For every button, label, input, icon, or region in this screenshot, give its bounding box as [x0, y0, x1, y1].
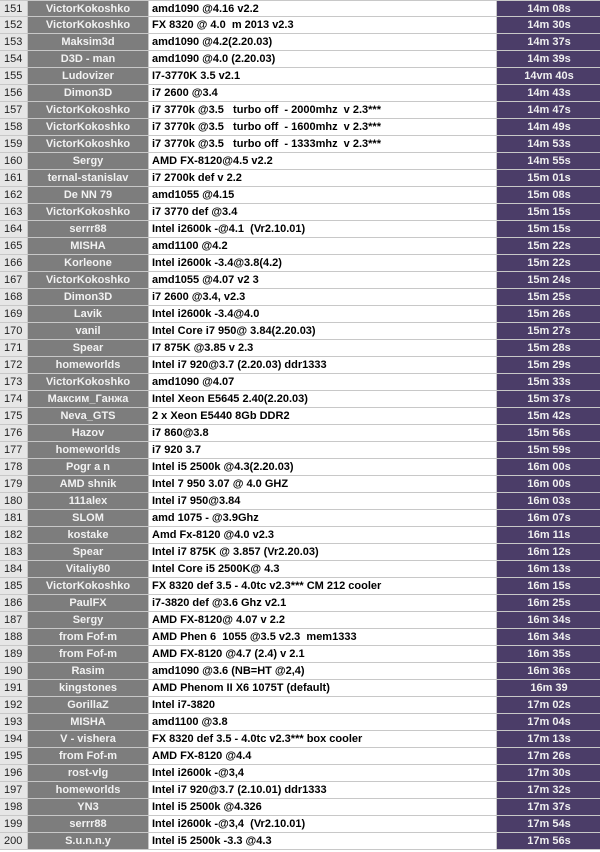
config-cell[interactable]: i7 3770 def @3.4 — [149, 204, 497, 220]
table-row — [0, 731, 600, 748]
render-time-cell[interactable]: 14m 37s — [497, 34, 600, 50]
user-name-cell[interactable]: YN3 — [28, 799, 149, 815]
render-time-cell[interactable]: 16m 12s — [497, 544, 600, 560]
render-time-cell[interactable]: 15m 26s — [497, 306, 600, 322]
row-number-cell[interactable]: 186 — [0, 595, 28, 611]
user-name-cell[interactable]: Spear — [28, 544, 149, 560]
table-row — [0, 68, 600, 85]
render-time-cell[interactable]: 15m 27s — [497, 323, 600, 339]
table-row — [0, 374, 600, 391]
config-cell[interactable]: i7 3770k @3.5 turbo off - 1600mhz v 2.3*** — [149, 119, 497, 135]
config-cell[interactable]: I7 875K @3.85 v 2.3 — [149, 340, 497, 356]
row-number-cell[interactable]: 189 — [0, 646, 28, 662]
config-cell[interactable]: FX 8320 def 3.5 - 4.0tc v2.3*** box cooler — [149, 731, 497, 747]
config-cell[interactable]: Intel Xeon E5645 2.40(2.20.03) — [149, 391, 497, 407]
table-row — [0, 561, 600, 578]
table-row — [0, 680, 600, 697]
config-cell[interactable]: i7 3770k @3.5 turbo off - 2000mhz v 2.3*** — [149, 102, 497, 118]
user-name-cell[interactable]: VictorKokoshko — [28, 17, 149, 33]
table-row — [0, 442, 600, 459]
table-row — [0, 340, 600, 357]
render-time-cell[interactable]: 14m 53s — [497, 136, 600, 152]
row-number-cell[interactable]: 165 — [0, 238, 28, 254]
table-row — [0, 612, 600, 629]
config-cell[interactable]: amd1055 @4.15 — [149, 187, 497, 203]
config-cell[interactable]: Intel i7 950@3.84 — [149, 493, 497, 509]
row-number-cell[interactable]: 193 — [0, 714, 28, 730]
row-number-cell[interactable]: 159 — [0, 136, 28, 152]
row-number-cell[interactable]: 192 — [0, 697, 28, 713]
config-cell[interactable]: Intel i2600k -3.4@4.0 — [149, 306, 497, 322]
user-name-cell[interactable]: MISHA — [28, 714, 149, 730]
row-number-cell[interactable]: 161 — [0, 170, 28, 186]
config-cell[interactable]: I7-3770K 3.5 v2.1 — [149, 68, 497, 84]
user-name-cell[interactable]: S.u.n.n.y — [28, 833, 149, 849]
user-name-cell[interactable]: GorillaZ — [28, 697, 149, 713]
row-number-cell[interactable]: 177 — [0, 442, 28, 458]
config-cell[interactable]: i7 2600 @3.4 — [149, 85, 497, 101]
user-name-cell[interactable]: AMD shnik — [28, 476, 149, 492]
table-row — [0, 748, 600, 765]
config-cell[interactable]: Amd Fx-8120 @4.0 v2.3 — [149, 527, 497, 543]
row-number-cell[interactable]: 164 — [0, 221, 28, 237]
config-cell[interactable]: amd1090 @4.2(2.20.03) — [149, 34, 497, 50]
config-cell[interactable]: Intel i7-3820 — [149, 697, 497, 713]
render-time-cell[interactable]: 14m 47s — [497, 102, 600, 118]
user-name-cell[interactable]: VictorKokoshko — [28, 102, 149, 118]
row-number-cell[interactable]: 191 — [0, 680, 28, 696]
row-number-cell[interactable]: 199 — [0, 816, 28, 832]
config-cell[interactable]: amd1090 @3.6 (NB=HT @2,4) — [149, 663, 497, 679]
config-cell[interactable]: amd1100 @4.2 — [149, 238, 497, 254]
user-name-cell[interactable]: Neva_GTS — [28, 408, 149, 424]
table-row — [0, 765, 600, 782]
row-number-cell[interactable]: 194 — [0, 731, 28, 747]
config-cell[interactable]: Intel Core i7 950@ 3.84(2.20.03) — [149, 323, 497, 339]
config-cell[interactable]: Intel i5 2500k @4.3(2.20.03) — [149, 459, 497, 475]
config-cell[interactable]: amd1055 @4.07 v2 3 — [149, 272, 497, 288]
table-row — [0, 0, 600, 17]
user-name-cell[interactable]: SLOM — [28, 510, 149, 526]
user-name-cell[interactable]: Spear — [28, 340, 149, 356]
user-name-cell[interactable]: Dimon3D — [28, 85, 149, 101]
user-name-cell[interactable]: homeworlds — [28, 442, 149, 458]
table-row — [0, 578, 600, 595]
render-time-cell[interactable]: 15m 01s — [497, 170, 600, 186]
user-name-cell[interactable]: from Fof-m — [28, 629, 149, 645]
user-name-cell[interactable]: serrr88 — [28, 221, 149, 237]
user-name-cell[interactable]: Sergy — [28, 153, 149, 169]
render-time-cell[interactable]: 16m 07s — [497, 510, 600, 526]
user-name-cell[interactable]: Rasim — [28, 663, 149, 679]
row-number-cell[interactable]: 200 — [0, 833, 28, 849]
row-number-cell[interactable]: 155 — [0, 68, 28, 84]
table-row — [0, 153, 600, 170]
table-row — [0, 289, 600, 306]
config-cell[interactable]: AMD FX-8120@ 4.07 v 2.2 — [149, 612, 497, 628]
user-name-cell[interactable]: kostake — [28, 527, 149, 543]
config-cell[interactable]: FX 8320 @ 4.0 m 2013 v2.3 — [149, 17, 497, 33]
render-time-cell[interactable]: 17m 30s — [497, 765, 600, 781]
config-cell[interactable]: Intel i2600k -@3,4 (Vr2.10.01) — [149, 816, 497, 832]
user-name-cell[interactable]: Vitaliy80 — [28, 561, 149, 577]
config-cell[interactable]: amd1100 @3.8 — [149, 714, 497, 730]
render-time-cell[interactable]: 14vm 40s — [497, 68, 600, 84]
table-row — [0, 476, 600, 493]
table-row — [0, 663, 600, 680]
row-number-cell[interactable]: 197 — [0, 782, 28, 798]
config-cell[interactable]: Intel i5 2500k -3.3 @4.3 — [149, 833, 497, 849]
render-time-cell[interactable]: 15m 15s — [497, 221, 600, 237]
render-time-cell[interactable]: 15m 42s — [497, 408, 600, 424]
config-cell[interactable]: Intel 7 950 3.07 @ 4.0 GHZ — [149, 476, 497, 492]
user-name-cell[interactable]: MISHA — [28, 238, 149, 254]
user-name-cell[interactable]: rost-vlg — [28, 765, 149, 781]
user-name-cell[interactable]: homeworlds — [28, 357, 149, 373]
render-time-cell[interactable]: 14m 39s — [497, 51, 600, 67]
table-row — [0, 255, 600, 272]
user-name-cell[interactable]: VictorKokoshko — [28, 578, 149, 594]
user-name-cell[interactable]: serrr88 — [28, 816, 149, 832]
config-cell[interactable]: Intel Core i5 2500K@ 4.3 — [149, 561, 497, 577]
row-number-cell[interactable]: 168 — [0, 289, 28, 305]
row-number-cell[interactable]: 156 — [0, 85, 28, 101]
row-number-cell[interactable]: 153 — [0, 34, 28, 50]
render-time-cell[interactable]: 16m 34s — [497, 612, 600, 628]
table-row — [0, 391, 600, 408]
table-row — [0, 306, 600, 323]
user-name-cell[interactable]: homeworlds — [28, 782, 149, 798]
row-number-cell[interactable]: 184 — [0, 561, 28, 577]
row-number-cell[interactable]: 187 — [0, 612, 28, 628]
render-time-cell[interactable]: 16m 39 — [497, 680, 600, 696]
render-time-cell[interactable]: 14m 49s — [497, 119, 600, 135]
config-cell[interactable]: AMD Phen 6 1055 @3.5 v2.3 mem1333 — [149, 629, 497, 645]
row-number-cell[interactable]: 185 — [0, 578, 28, 594]
table-row — [0, 17, 600, 34]
table-row — [0, 646, 600, 663]
render-time-cell[interactable]: 15m 25s — [497, 289, 600, 305]
render-time-cell[interactable]: 15m 22s — [497, 238, 600, 254]
render-time-cell[interactable]: 16m 34s — [497, 629, 600, 645]
table-row — [0, 85, 600, 102]
table-row — [0, 34, 600, 51]
row-number-cell[interactable]: 175 — [0, 408, 28, 424]
table-row — [0, 459, 600, 476]
row-number-cell[interactable]: 198 — [0, 799, 28, 815]
config-cell[interactable]: FX 8320 def 3.5 - 4.0tc v2.3*** CM 212 cooler — [149, 578, 497, 594]
user-name-cell[interactable]: ternal-stanislav — [28, 170, 149, 186]
render-time-cell[interactable]: 15m 56s — [497, 425, 600, 441]
render-time-cell[interactable]: 16m 03s — [497, 493, 600, 509]
table-row — [0, 816, 600, 833]
row-number-cell[interactable]: 166 — [0, 255, 28, 271]
render-time-cell[interactable]: 17m 32s — [497, 782, 600, 798]
user-name-cell[interactable]: VictorKokoshko — [28, 119, 149, 135]
config-cell[interactable]: 2 x Xeon E5440 8Gb DDR2 — [149, 408, 497, 424]
render-time-cell[interactable]: 16m 00s — [497, 459, 600, 475]
config-cell[interactable]: Intel i7 875K @ 3.857 (Vr2.20.03) — [149, 544, 497, 560]
table-row — [0, 204, 600, 221]
config-cell[interactable]: AMD FX-8120 @4.7 (2.4) v 2.1 — [149, 646, 497, 662]
render-time-cell[interactable]: 15m 37s — [497, 391, 600, 407]
config-cell[interactable]: i7 2600 @3.4, v2.3 — [149, 289, 497, 305]
render-time-cell[interactable]: 15m 24s — [497, 272, 600, 288]
user-name-cell[interactable]: VictorKokoshko — [28, 272, 149, 288]
render-time-cell[interactable]: 15m 33s — [497, 374, 600, 390]
config-cell[interactable]: AMD FX-8120@4.5 v2.2 — [149, 153, 497, 169]
table-row — [0, 238, 600, 255]
row-number-cell[interactable]: 178 — [0, 459, 28, 475]
render-time-cell[interactable]: 14m 43s — [497, 85, 600, 101]
row-number-cell[interactable]: 162 — [0, 187, 28, 203]
row-number-cell[interactable]: 152 — [0, 17, 28, 33]
config-cell[interactable]: amd1090 @4.07 — [149, 374, 497, 390]
user-name-cell[interactable]: Dimon3D — [28, 289, 149, 305]
user-name-cell[interactable]: Максим_Ганжа — [28, 391, 149, 407]
table-row — [0, 221, 600, 238]
user-name-cell[interactable]: 111alex — [28, 493, 149, 509]
config-cell[interactable]: i7 2700k def v 2.2 — [149, 170, 497, 186]
table-row — [0, 697, 600, 714]
render-time-cell[interactable]: 17m 56s — [497, 833, 600, 849]
row-number-cell[interactable]: 182 — [0, 527, 28, 543]
render-time-cell[interactable]: 16m 00s — [497, 476, 600, 492]
config-cell[interactable]: amd1090 @4.16 v2.2 — [149, 1, 497, 16]
config-cell[interactable]: Intel i7 920@3.7 (2.10.01) ddr1333 — [149, 782, 497, 798]
table-row — [0, 544, 600, 561]
row-number-cell[interactable]: 170 — [0, 323, 28, 339]
table-row — [0, 187, 600, 204]
table-row — [0, 51, 600, 68]
config-cell[interactable]: Intel i7 920@3.7 (2.20.03) ddr1333 — [149, 357, 497, 373]
row-number-cell[interactable]: 157 — [0, 102, 28, 118]
row-number-cell[interactable]: 173 — [0, 374, 28, 390]
config-cell[interactable]: Intel i2600k -@4.1 (Vr2.10.01) — [149, 221, 497, 237]
user-name-cell[interactable]: VictorKokoshko — [28, 136, 149, 152]
config-cell[interactable]: i7-3820 def @3.6 Ghz v2.1 — [149, 595, 497, 611]
user-name-cell[interactable]: from Fof-m — [28, 748, 149, 764]
render-time-cell[interactable]: 14m 08s — [497, 1, 600, 16]
row-number-cell[interactable]: 196 — [0, 765, 28, 781]
config-cell[interactable]: i7 920 3.7 — [149, 442, 497, 458]
row-number-cell[interactable]: 171 — [0, 340, 28, 356]
render-time-cell[interactable]: 16m 11s — [497, 527, 600, 543]
render-time-cell[interactable]: 17m 26s — [497, 748, 600, 764]
row-number-cell[interactable]: 151 — [0, 1, 28, 16]
config-cell[interactable]: i7 860@3.8 — [149, 425, 497, 441]
table-row — [0, 527, 600, 544]
row-number-cell[interactable]: 180 — [0, 493, 28, 509]
user-name-cell[interactable]: Hazov — [28, 425, 149, 441]
render-time-cell[interactable]: 15m 59s — [497, 442, 600, 458]
row-number-cell[interactable]: 172 — [0, 357, 28, 373]
table-row — [0, 102, 600, 119]
table-row — [0, 629, 600, 646]
table-row — [0, 833, 600, 850]
row-number-cell[interactable]: 190 — [0, 663, 28, 679]
user-name-cell[interactable]: VictorKokoshko — [28, 1, 149, 16]
user-name-cell[interactable]: Korleone — [28, 255, 149, 271]
table-row — [0, 510, 600, 527]
user-name-cell[interactable]: kingstones — [28, 680, 149, 696]
config-cell[interactable]: Intel i5 2500k @4.326 — [149, 799, 497, 815]
row-number-cell[interactable]: 188 — [0, 629, 28, 645]
user-name-cell[interactable]: Maksim3d — [28, 34, 149, 50]
table-row — [0, 170, 600, 187]
table-row — [0, 357, 600, 374]
render-time-cell[interactable]: 17m 13s — [497, 731, 600, 747]
config-cell[interactable]: Intel i2600k -3.4@3.8(4.2) — [149, 255, 497, 271]
render-time-cell[interactable]: 15m 29s — [497, 357, 600, 373]
user-name-cell[interactable]: PaulFX — [28, 595, 149, 611]
table-row — [0, 595, 600, 612]
user-name-cell[interactable]: Pogr a n — [28, 459, 149, 475]
render-time-cell[interactable]: 16m 13s — [497, 561, 600, 577]
user-name-cell[interactable]: Lavik — [28, 306, 149, 322]
render-time-cell[interactable]: 17m 37s — [497, 799, 600, 815]
user-name-cell[interactable]: VictorKokoshko — [28, 374, 149, 390]
row-number-cell[interactable]: 181 — [0, 510, 28, 526]
render-time-cell[interactable]: 17m 02s — [497, 697, 600, 713]
table-row — [0, 408, 600, 425]
table-row — [0, 425, 600, 442]
row-number-cell[interactable]: 176 — [0, 425, 28, 441]
user-name-cell[interactable]: Ludovizer — [28, 68, 149, 84]
table-row — [0, 272, 600, 289]
config-cell[interactable]: AMD FX-8120 @4.4 — [149, 748, 497, 764]
row-number-cell[interactable]: 169 — [0, 306, 28, 322]
table-row — [0, 119, 600, 136]
row-number-cell[interactable]: 158 — [0, 119, 28, 135]
render-time-cell[interactable]: 15m 15s — [497, 204, 600, 220]
row-number-cell[interactable]: 195 — [0, 748, 28, 764]
row-number-cell[interactable]: 179 — [0, 476, 28, 492]
table-row — [0, 493, 600, 510]
row-number-cell[interactable]: 174 — [0, 391, 28, 407]
render-time-cell[interactable]: 16m 15s — [497, 578, 600, 594]
user-name-cell[interactable]: from Fof-m — [28, 646, 149, 662]
render-time-cell[interactable]: 17m 04s — [497, 714, 600, 730]
row-number-cell[interactable]: 167 — [0, 272, 28, 288]
row-number-cell[interactable]: 183 — [0, 544, 28, 560]
row-number-cell[interactable]: 160 — [0, 153, 28, 169]
render-time-cell[interactable]: 14m 55s — [497, 153, 600, 169]
table-row — [0, 799, 600, 816]
table-row — [0, 782, 600, 799]
config-cell[interactable]: amd 1075 - @3.9Ghz — [149, 510, 497, 526]
row-number-cell[interactable]: 154 — [0, 51, 28, 67]
config-cell[interactable]: i7 3770k @3.5 turbo off - 1333mhz v 2.3*** — [149, 136, 497, 152]
render-time-cell[interactable]: 17m 54s — [497, 816, 600, 832]
render-time-cell[interactable]: 15m 22s — [497, 255, 600, 271]
table-row — [0, 714, 600, 731]
user-name-cell[interactable]: De NN 79 — [28, 187, 149, 203]
user-name-cell[interactable]: VictorKokoshko — [28, 204, 149, 220]
user-name-cell[interactable]: V - vishera — [28, 731, 149, 747]
render-time-cell[interactable]: 15m 28s — [497, 340, 600, 356]
render-time-cell[interactable]: 15m 08s — [497, 187, 600, 203]
row-number-cell[interactable]: 163 — [0, 204, 28, 220]
user-name-cell[interactable]: D3D - man — [28, 51, 149, 67]
render-time-cell[interactable]: 14m 30s — [497, 17, 600, 33]
config-cell[interactable]: amd1090 @4.0 (2.20.03) — [149, 51, 497, 67]
render-time-cell[interactable]: 16m 36s — [497, 663, 600, 679]
config-cell[interactable]: AMD Phenom II X6 1075T (default) — [149, 680, 497, 696]
table-row — [0, 323, 600, 340]
render-time-cell[interactable]: 16m 25s — [497, 595, 600, 611]
table-row — [0, 136, 600, 153]
user-name-cell[interactable]: Sergy — [28, 612, 149, 628]
render-time-cell[interactable]: 16m 35s — [497, 646, 600, 662]
config-cell[interactable]: Intel i2600k -@3,4 — [149, 765, 497, 781]
user-name-cell[interactable]: vanil — [28, 323, 149, 339]
